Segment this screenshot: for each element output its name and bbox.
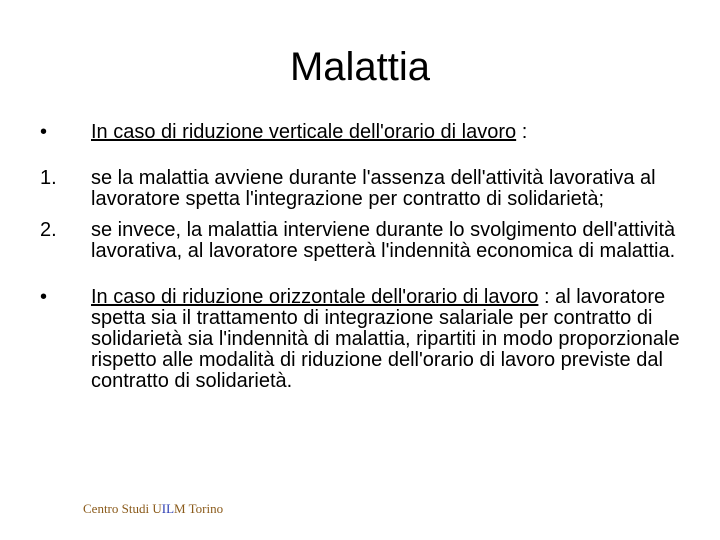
numbered-item-1: [40, 168, 680, 210]
vertical-reduction-heading: In caso di riduzione verticale dell'orario di lavoro: [91, 121, 517, 143]
footer-text-accent: IL: [161, 501, 175, 516]
bullet-item-vertical: [40, 122, 680, 143]
numbered-item-2: [40, 220, 680, 262]
bullet-item-horizontal: [40, 287, 680, 392]
slide-title: Malattia: [289, 45, 431, 89]
footer-text-part1: Centro Studi U: [83, 501, 162, 516]
footer-text-part3: M Torino: [174, 501, 224, 516]
slide-content: [40, 122, 680, 392]
number-marker: 1.: [40, 167, 57, 189]
bullet-marker: •: [40, 121, 48, 143]
horizontal-reduction-heading: In caso di riduzione orizzontale dell'orario di lavoro: [91, 286, 539, 308]
numbered-item-text: se invece, la malattia interviene durante lo svolgimento dell'attività lavorativa, al lavoratore spetterà l'indennità economica di malattia.: [91, 219, 676, 262]
footer-credit: [83, 501, 223, 517]
bullet-text: :: [516, 121, 528, 143]
bullet-marker: •: [40, 286, 48, 308]
bullet-text: : al lavoratore spetta sia il trattamento di integrazione salariale per contratto di solidarietà sia l'indennità di malattia, ripartiti in modo proporzionale rispetto alle modalità di riduzione dell'orario di lavoro previste dal contratto di solidarietà.: [91, 286, 680, 392]
number-marker: 2.: [40, 219, 57, 241]
numbered-item-text: se la malattia avviene durante l'assenza dell'attività lavorativa al lavoratore spetta l'integrazione per contratto di solidarietà;: [91, 167, 656, 210]
